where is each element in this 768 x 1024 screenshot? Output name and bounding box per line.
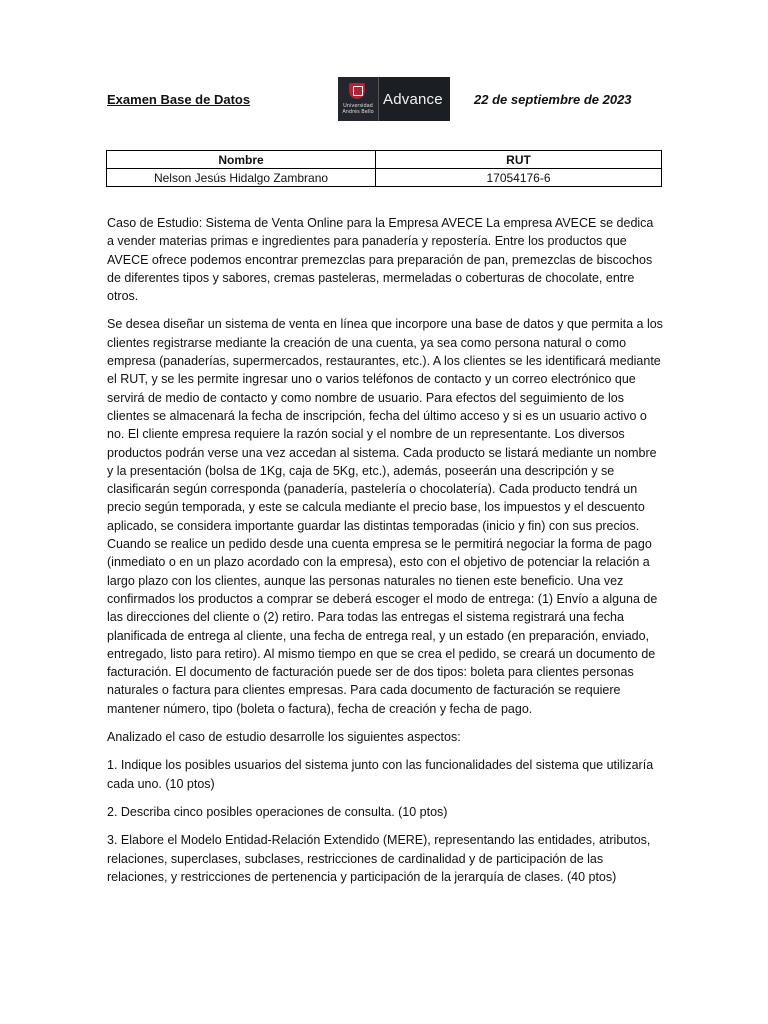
table-row [107,169,662,187]
header-nombre: Nombre [107,151,376,169]
university-emblem-icon [338,77,379,121]
instructions-paragraph: Analizado el caso de estudio desarrolle los siguientes aspectos: [107,730,461,745]
exam-title: Examen Base de Datos [107,92,251,107]
logo-university-line2: Andrés Bello [342,109,374,115]
student-info-table [106,150,662,187]
student-name: Nelson Jesús Hidalgo Zambrano [107,169,376,187]
exam-date: 22 de septiembre de 2023 [474,92,632,107]
question-1: 1. Indique los posibles usuarios del sistema junto con las funcionalidades del sistema que utilizaría cada uno. (10 ptos) [107,758,654,791]
exam-body [107,214,663,896]
logo-university-line1: Universidad [343,103,373,109]
student-rut: 17054176-6 [376,169,662,187]
case-intro-paragraph: Caso de Estudio: Sistema de Venta Online para la Empresa AVECE La empresa AVECE se dedica a vender materias primas e ingredientes para panadería y repostería. Entre los productos que AVECE ofrece podemos encontrar premezclas para preparación de pan, premezclas de biscochos de diferentes tipos y sabores, cremas pasteleras, mermeladas o coberturas de chocolate, entre otros. [107,216,654,304]
question-3: 3. Elabore el Modelo Entidad-Relación Extendido (MERE), representando las entidades, atributos, relaciones, superclases, subclases, restricciones de cardinalidad y de participación de las relaciones, y restricciones de pertenencia y participación de la jerarquía de clases. (40 ptos) [107,833,651,884]
table-header-row [107,151,662,169]
case-description-paragraph: Se desea diseñar un sistema de venta en línea que incorpore una base de datos y que permita a los clientes registrarse mediante la creación de una cuenta, ya sea como persona natural o como empresa (panaderías, supermercados, restaurantes, etc.). A los clientes se les identificará mediante el RUT, y se les permite ingresar uno o varios teléfonos de contacto y un correo electrónico que servirá de medio de contacto y como nombre de usuario. Para efectos del seguimiento de los clientes se almacenará la fecha de inscripción, fecha del último acceso y si es un usuario activo o no. El cliente empresa requiere la razón social y el nombre de un representante. Los diversos productos podrán verse una vez accedan al sistema. Cada producto se listará mediante un nombre y la presentación (bolsa de 1Kg, caja de 5Kg, etc.), además, poseerán una descripción y se clasificarán según corresponda (panadería, pastelería o chocolatería). Cada producto tendrá un precio según temporada, y este se calcula mediante el precio base, los impuestos y el descuento aplicado, se considera importante guardar las distintas temporadas (inicio y fin) con sus precios. Cuando se realice un pedido desde una cuenta empresa se le permitirá negociar la forma de pago (inmediato o en un plazo acordado con la empresa), esto con el objetivo de potenciar la relación a largo plazo con los clientes, aunque las personas naturales no tienen este beneficio. Una vez confirmados los productos a comprar se deberá escoger el modo de entrega: (1) Envío a alguna de las direcciones del cliente o (2) retiro. Para todas las entregas el sistema registrará una fecha planificada de entrega al cliente, una fecha de entrega real, y un estado (en preparación, enviado, entregado, listo para retiro). Al mismo tiempo en que se crea el pedido, se creará un documento de facturación. El documento de facturación puede ser de dos tipos: boleta para clientes personas naturales o factura para clientes empresas. Para cada documento de facturación se requiere mantener número, tipo (boleta o factura), fecha de creación y fecha de pago. [107,317,663,716]
logo-wordmark: Advance [383,90,443,108]
question-2: 2. Describa cinco posibles operaciones de consulta. (10 ptos) [107,804,448,819]
header-rut: RUT [376,151,662,169]
university-logo [338,77,450,121]
